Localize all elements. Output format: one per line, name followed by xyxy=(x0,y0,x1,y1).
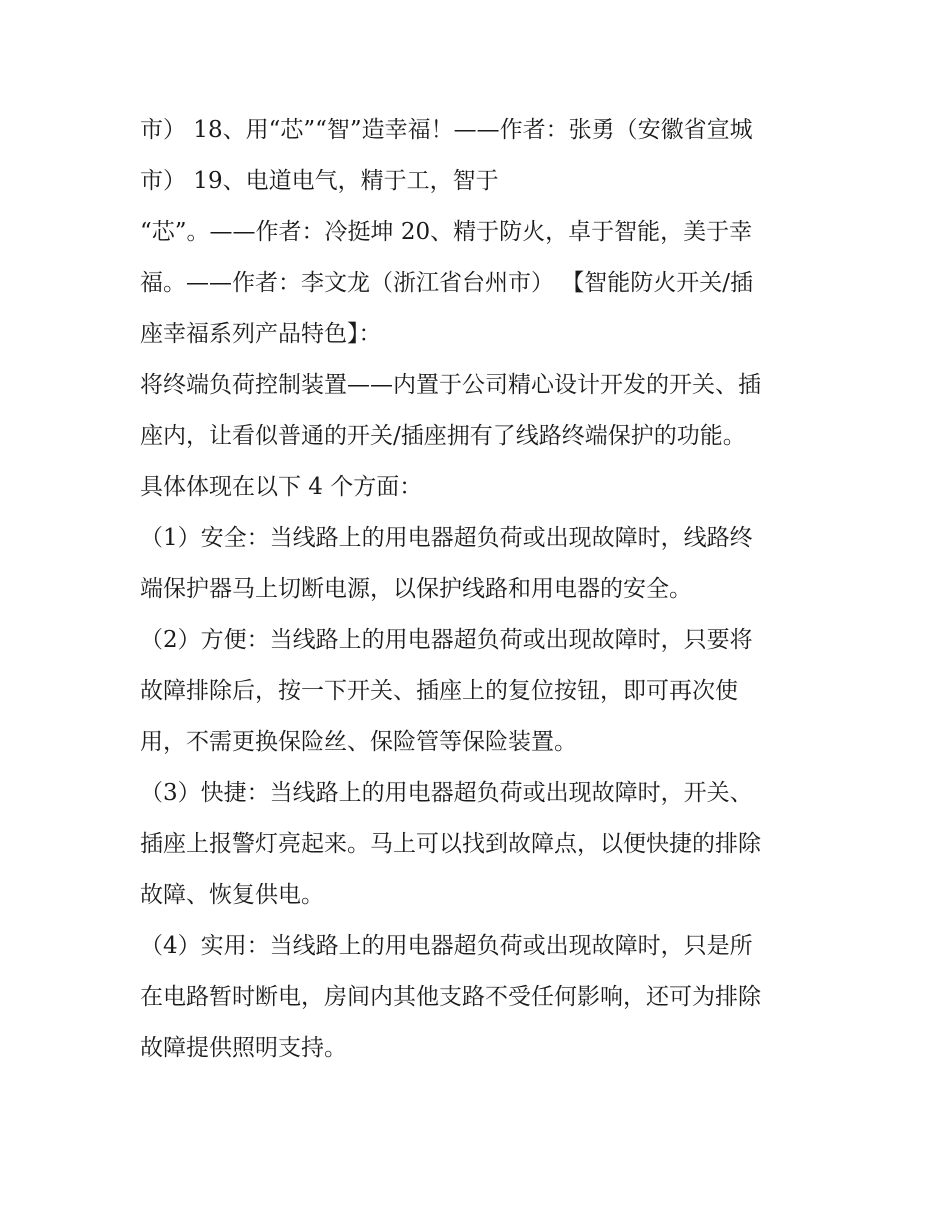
text-line: 市） 18、用“芯”“智”造幸福！——作者：张勇（安徽省宣城 xyxy=(140,117,753,143)
document-body xyxy=(140,105,820,1074)
text-line: （3）快捷：当线路上的用电器超负荷或出现故障时，开关、 xyxy=(140,780,753,806)
text-line: 将终端负荷控制装置——内置于公司精心设计开发的开关、插 xyxy=(140,372,761,398)
text-line: 福。——作者：李文龙（浙江省台州市） 【智能防火开关/插 xyxy=(140,270,754,296)
text-line: 座幸福系列产品特色】： xyxy=(140,321,382,347)
text-line: 插座上报警灯亮起来。马上可以找到故障点，以便快捷的排除 xyxy=(140,831,761,857)
text-line: 故障、恢复供电。 xyxy=(140,882,324,908)
text-line: （2）方便：当线路上的用电器超负荷或出现故障时，只要将 xyxy=(140,627,753,653)
text-line: （4）实用：当线路上的用电器超负荷或出现故障时，只是所 xyxy=(140,933,753,959)
text-line: 故障提供照明支持。 xyxy=(140,1035,347,1061)
text-line: 具体体现在以下 4 个方面： xyxy=(140,474,423,500)
text-line: “芯”。——作者：冷挺坤 20、精于防火，卓于智能，美于幸 xyxy=(140,219,753,245)
text-line: 市） 19、电道电气，精于工，智于 xyxy=(140,168,499,194)
text-line: 用，不需更换保险丝、保险管等保险装置。 xyxy=(140,729,577,755)
text-line: 座内，让看似普通的开关/插座拥有了线路终端保护的功能。 xyxy=(140,423,746,449)
text-line: 故障排除后，按一下开关、插座上的复位按钮，即可再次使 xyxy=(140,678,738,704)
text-line: 端保护器马上切断电源，以保护线路和用电器的安全。 xyxy=(140,576,692,602)
text-line: （1）安全：当线路上的用电器超负荷或出现故障时，线路终 xyxy=(140,525,753,551)
text-line: 在电路暂时断电，房间内其他支路不受任何影响，还可为排除 xyxy=(140,984,761,1010)
